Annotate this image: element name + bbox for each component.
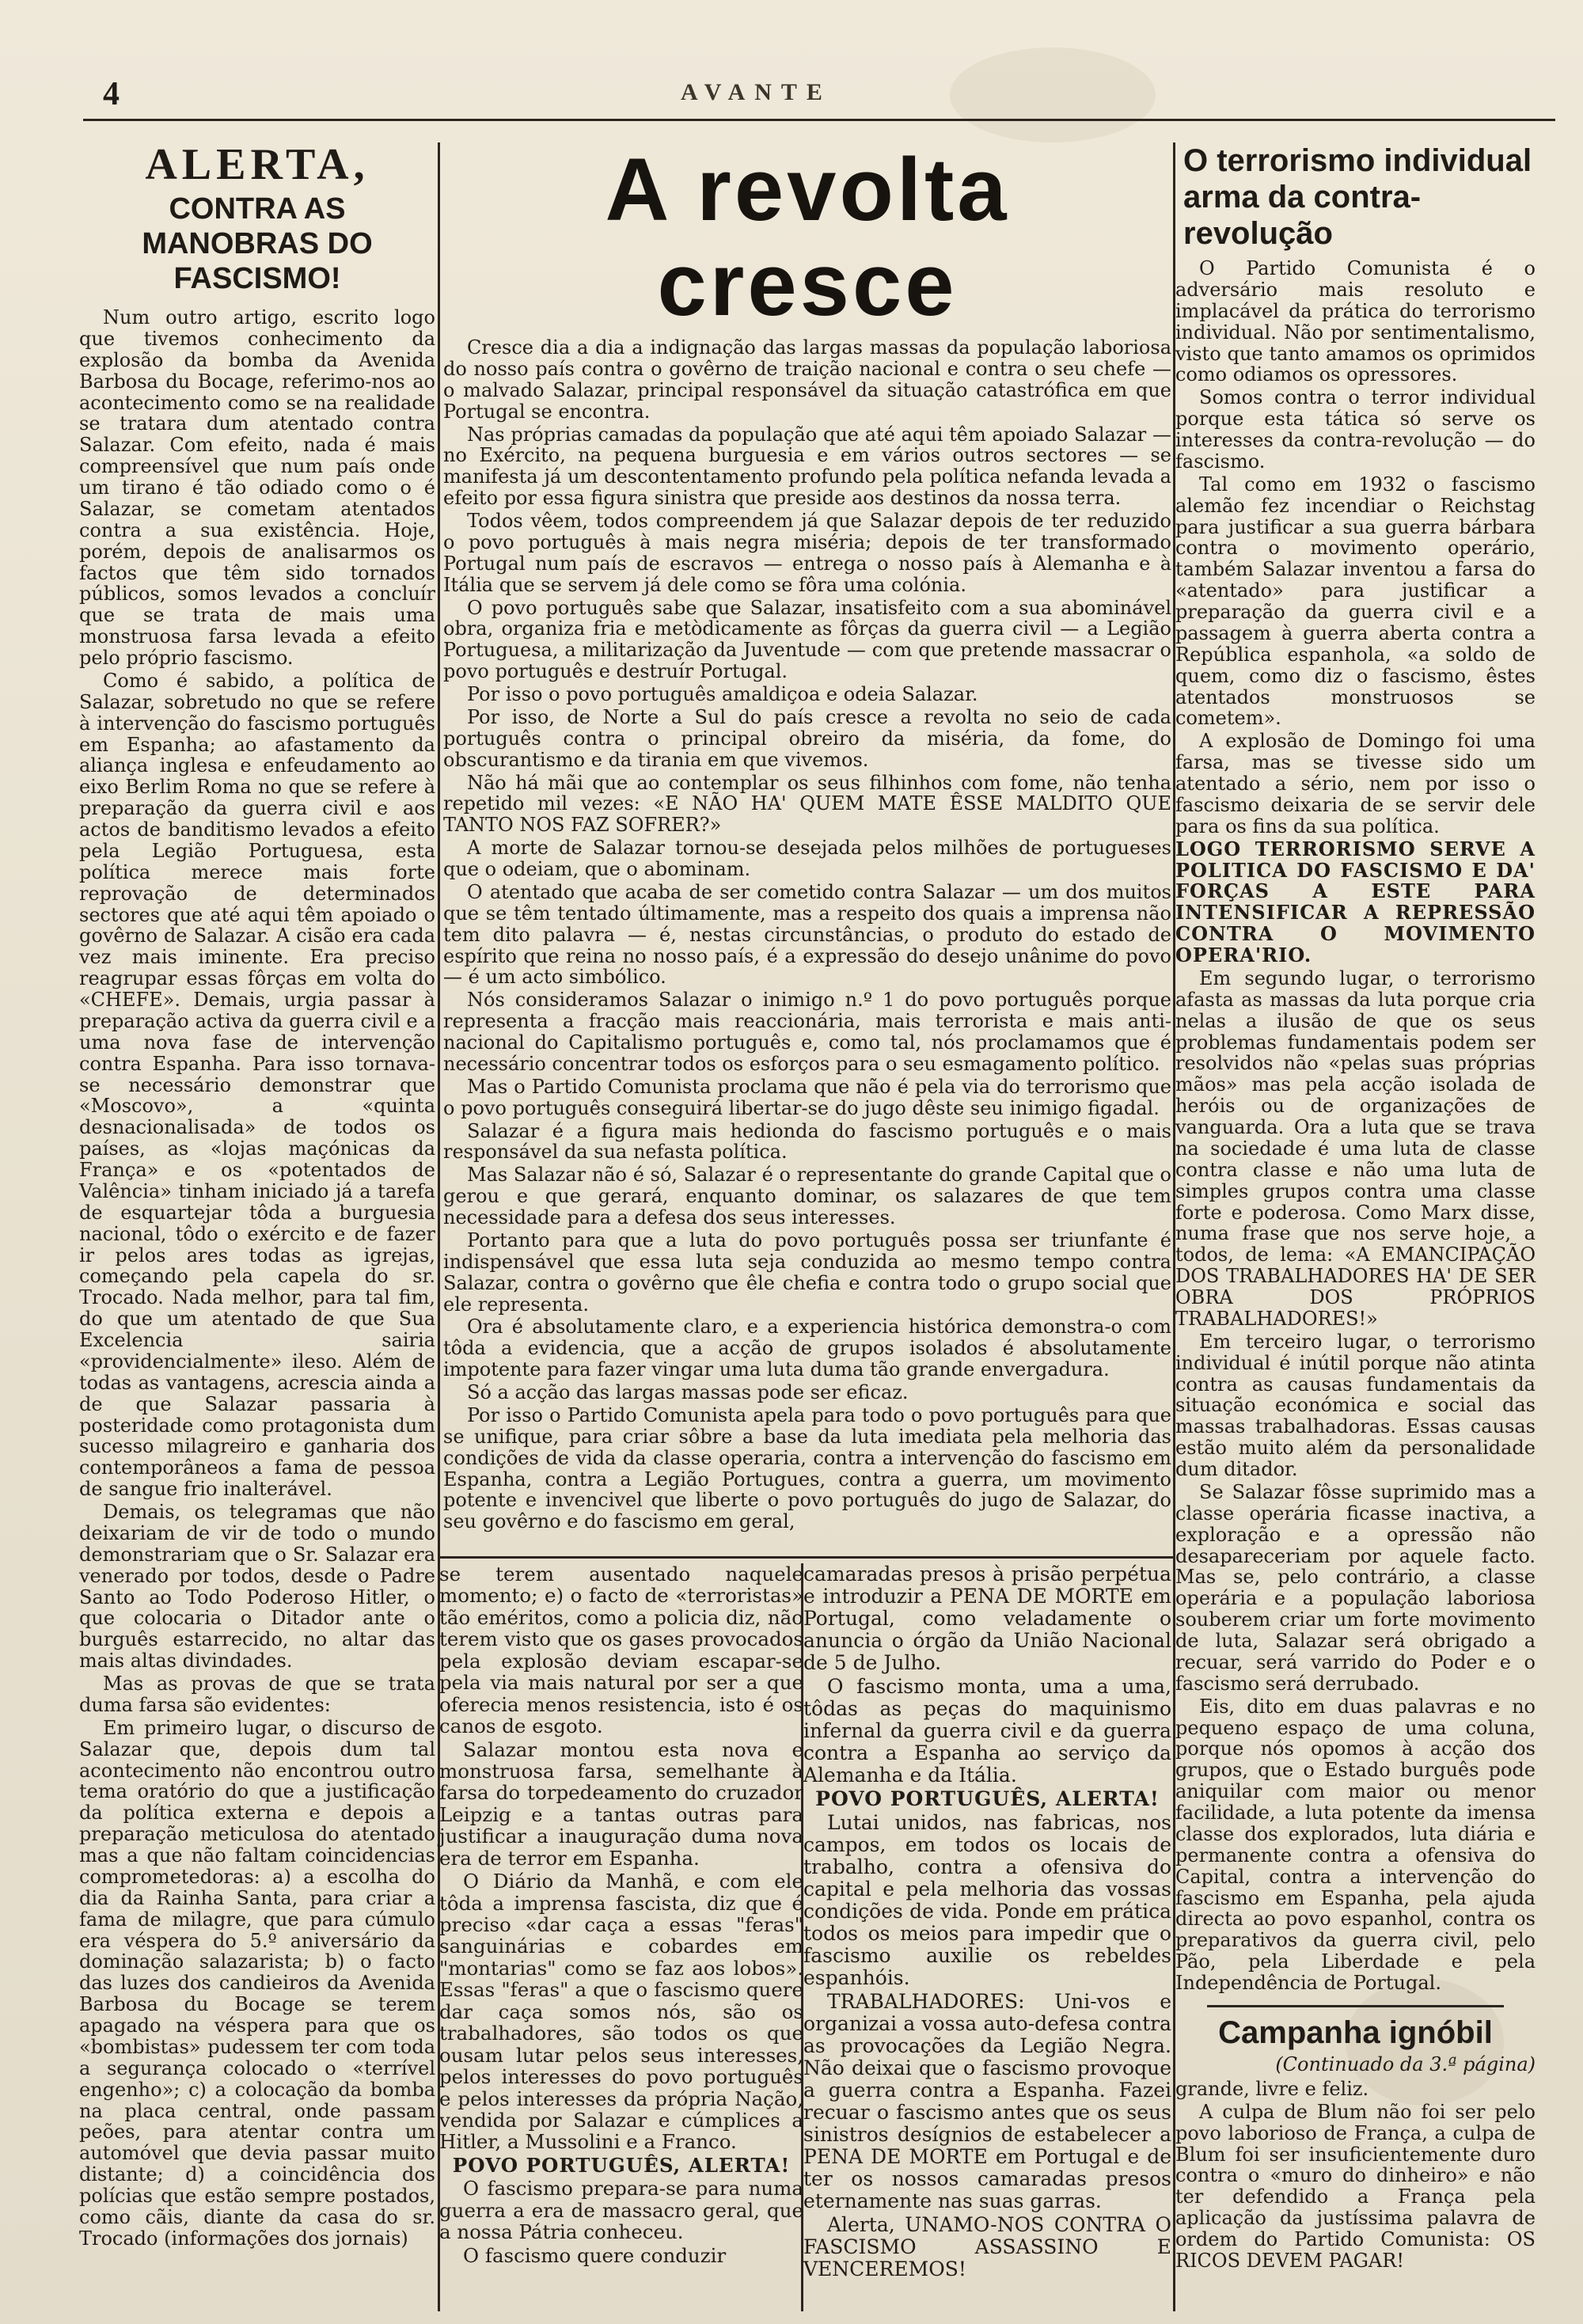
article-paragraph: O atentado que acaba de ser cometido contra Salazar — um dos muitos que se têm tentado últimamente, mas a respeito dos quais a imprensa não tem dito palavra — é, nestas circunstâncias, o produto do estado de espírito que reina no nosso país, é a expressão do desejo unânime do povo — é um acto simbólico. [443, 880, 1171, 989]
masthead: AVANTE [681, 79, 832, 105]
article-paragraph: Em terceiro lugar, o terrorismo individual é inútil porque não atinta contra as causas fundamentais da situação económica e social das massas trabalhadoras. Essas causas estão muito além da personalidade dum ditador. [1175, 1330, 1536, 1480]
article-slogan: POVO PORTUGUÊS, ALERTA! [815, 1787, 1160, 1810]
article-paragraph: Num outro artigo, escrito logo que tivemos conhecimento da explosão da bomba da Avenida Barbosa du Bocage, referimo-nos ao acontecimento como se na realidade se tratara dum atentado contra Salazar. Com efeito, nada é mais compreensível que num país onde um tirano é tão odiado como o é Salazar, se cometam atentados contra a sua existência. Hoje, porém, depois de analisarmos os factos que têm sido tornados públicos, somos levados a concluír que se trata de mais uma monstruosa farsa levada a efeito pelo próprio fascismo. [79, 306, 435, 669]
article-slogan: LOGO TERRORISMO SERVE A POLITICA DO FASCISMO E DA' FORÇAS A ESTE PARA INTENSIFICAR A REPRESSÃO CONTRA O MOVIMENTO OPERA'RIO. [1175, 837, 1536, 966]
article-paragraph: A morte de Salazar tornou-se desejada pelos milhões de portugueses que o odeiam, que o abominam. [443, 837, 1171, 880]
article-paragraph: Salazar montou esta nova e monstruosa farsa, semelhante à farsa do torpedeamento do cruzador Leipzig e a tantas outras para justificar a inauguração duma nova era de terror em Espanha. [439, 1737, 803, 1870]
article-paragraph: A culpa de Blum não foi ser pelo povo laborioso de França, a culpa de Blum foi ser insuficientemente duro contra o «muro do dinheiro» e não ter defendido a França pela aplicação da justíssima palavra de ordem do Partido Comunista: OS RICOS DEVEM PAGAR! [1175, 2100, 1536, 2272]
article-paragraph: Como é sabido, a política de Salazar, sobretudo no que se refere à intervenção do fascismo português em Espanha; ao afastamento da aliança inglesa e enfeudamento ao eixo Berlim Roma no que se refere à preparação da guerra civil e aos actos de banditismo levados a efeito pela Legião Portuguesa, esta política merece mais forte reprovação de determinados sectores que até aqui têm apoiado o govêrno de Salazar. A cisão era cada vez mais iminente. Era preciso reagrupar essas fôrças em volta do «CHEFE». Demais, urgia passar à preparação activa da guerra civil e a uma nova fase de intervenção contra Espanha. Para isso tornava-se necessário demonstrar que «Moscovo», a «quinta desnacionalisada» de todos os países, as «lojas maçónicas da França» e os «potentados de Valência» tinham iniciado já a tarefa de esquartejar tôda a burguesia nacional, tôdo o exército e de fazer ir pelos ares todas as igrejas, começando pela capela do sr. Trocado. Nada melhor, para tal fim, do que um atentado de que Sua Excelencia sairia «providencialmente» ileso. Além de todas as vantagens, acrescia ainda a de que Salazar passaria à posteridade como protagonista dum sucesso milagreiro e ganharia dos contemporâneos a fama de pessoa de sangue frio inalterável. [79, 669, 435, 1501]
article-paragraph: O fascismo prepara-se para numa guerra a era de massacro geral, que a nossa Pátria conheceu. [439, 2177, 803, 2244]
article-paragraph: Por isso o Partido Comunista apela para todo o povo português para que se unifique, para criar sôbre a base da luta imediata pela melhoria das condições de vida da classe operaria, contra a intervenção do fascismo em Espanha, contra a Legião Portugues, contra a guerra, um movimento potente e invencivel que liberte o povo português do jugo de Salazar, do seu govêrno e do fascismo em geral, [443, 1403, 1171, 1533]
article-paragraph: Em segundo lugar, o terrorismo afasta as massas da luta porque cria nelas a ilusão de que os seus problemas fundamentais podem ser resolvidos não «pelas suas próprias mãos» mas pela acção isolada de heróis ou de organizações de vanguarda. Ora a luta que se trava na sociedade é uma luta de classe contra classe e não uma luta de simples grupos contra uma classe forte e poderosa. Como Marx disse, numa frase que nos serve hoje, a todos, de lema: «A EMANCIPAÇÃO DOS TRABALHADORES HA' DE SER OBRA DOS PRÓPRIOS TRABALHADORES!» [1175, 966, 1536, 1330]
article-title: O terrorismo individual arma da contra-revolução [1183, 143, 1532, 251]
article-paragraph: Somos contra o terror individual porque esta tática só serve os interesses da contra-revolução — do fascismo. [1175, 386, 1536, 473]
article-paragraph: O fascismo quere conduzir [463, 2243, 727, 2267]
continued-note: (Continuado da 3.ª página) [1275, 2052, 1536, 2075]
article-paragraph: Ora é absolutamente claro, e a experiencia histórica demonstra-o com tôda a evidencia, que a acção de grupos isolados é absolutamente impotente para fazer vingar uma luta duma tão grande envergadura. [443, 1316, 1171, 1381]
article-paragraph: Se Salazar fôsse suprimido mas a classe operária ficasse inactiva, a exploração e a opressão não desapareceriam por aquele facto. Mas se, pelo contrário, a classe operária e a população laboriosa souberem criar um forte movimento de luta, Salazar será obrigado a recuar, será varrido do Poder e o fascismo será derrubado. [1175, 1480, 1536, 1695]
article-revolta [443, 142, 1171, 1534]
article-alerta [79, 142, 435, 2251]
section-rule [1207, 2005, 1504, 2007]
article-paragraph: grande, livre e feliz. [1175, 2077, 1369, 2100]
article-paragraph: O Partido Comunista é o adversário mais resoluto e implacável da prática do terrorismo individual. Não por sentimentalismo, visto que tanto amamos os oprimidos como odiamos os opressores. [1175, 257, 1536, 386]
article-paragraph: se terem ausentado naquele momento; e) o facto de «terroristas» tão eméritos, como a policia diz, não terem visto que os gases provocados pela explosão deviam escapar-se pela via mais natural por ser a que oferecia menos resistencia, isto é os canos de esgoto. [439, 1563, 803, 1738]
article-paragraph: Tal como em 1932 o fascismo alemão fez incendiar o Reichstag para justificar a sua guerra bárbara contra o movimento operário, também Salazar inventou a farsa do «atentado» para justificar a preparação da guerra civil e a passagem à guerra aberta contra a República espanhola, «a soldo de quem, como diz o fascismo, êstes atentados monstruosos se cometem». [1175, 473, 1536, 730]
article-paragraph: O fascismo monta, uma a uma, tôdas as peças do maquinismo infernal da guerra civil e da guerra contra a Espanha ao serviço da Alemanha e da Itália. [803, 1675, 1171, 1787]
article-paragraph: Mas Salazar não é só, Salazar é o representante do grande Capital que o gerou e que gerará, enquanto dominar, os salazares de que tem necessidade para a defesa dos seus interesses. [443, 1164, 1171, 1228]
article-paragraph: Só a acção das largas massas pode ser eficaz. [467, 1381, 909, 1403]
article-paragraph: Todos vêem, todos compreendem já que Salazar depois de ter reduzido o povo português à mais negra miséria; depois de ter transformado Portugal num país de escravos — entrega o nosso país à Alemanha e à Itália que se servem já dele como se fôra uma colónia. [443, 510, 1171, 596]
article-title: Campanha ignóbil [1218, 2015, 1493, 2050]
top-rule [83, 119, 1555, 121]
article-headline: A revolta cresce [605, 140, 1010, 334]
article-paragraph: A explosão de Domingo foi uma farsa, mas se tivesse sido um atentado a sério, nem por isso o fascismo deixaria de se servir dele para os fins da sua política. [1175, 730, 1536, 837]
article-paragraph: Alerta, UNAMO-NOS CONTRA O FASCISMO ASSASSINO E VENCEREMOS! [803, 2213, 1171, 2280]
article-slogan: POVO PORTUGUÊS, ALERTA! [452, 2153, 791, 2177]
article-paragraph: Mas o Partido Comunista proclama que não é pela via do terrorismo que o povo português conseguirá libertar-se do jugo dêste seu inimigo figadal. [443, 1075, 1171, 1119]
article-paragraph: Lutai unidos, nas fabricas, nos campos, em todos os locais de trabalho, contra a ofensiva do capital e pela melhoria das vossas condições de vida. Ponde em prática todos os meios para impedir que o fascismo auxilie os rebeldes espanhóis. [803, 1811, 1171, 1989]
section-rule [438, 1556, 1174, 1559]
article-subtitle: CONTRA AS MANOBRAS DO FASCISMO! [142, 192, 373, 295]
page-number: 4 [103, 76, 120, 112]
article-paragraph: Portanto para que a luta do povo português possa ser triunfante é indispensável que essa luta seja conduzida ao mesmo tempo contra Salazar, contra o govêrno que êle chefia e contra todo o grupo social que ele representa. [443, 1228, 1171, 1316]
article-title: ALERTA, [145, 140, 370, 189]
article-paragraph: Nós consideramos Salazar o inimigo n.º 1 do povo português porque representa a fracção mais reaccionária, mais terrorista e mais anti-nacional do Capitalismo português e, como tal, nós proclamamos que é necessário concentrar todos os esforços para o seu esmagamento político. [443, 989, 1171, 1075]
article-paragraph: TRABALHADORES: Uni-vos e organizai a vossa auto-defesa contra as provocações da Legião Negra. Não deixai que o fascismo provoque a guerra contra a Espanha. Fazei recuar o fascismo antes que os seus sinistros desígnios de estabelecer a PENA DE MORTE em Portugal e de ter os nossos camaradas presos eternamente nas suas garras. [803, 1990, 1171, 2212]
article-paragraph: Por isso o povo português amaldiçoa e odeia Salazar. [467, 683, 978, 705]
article-paragraph: Salazar é a figura mais hedionda do fascismo português e o mais responsável da sua nefasta política. [443, 1119, 1171, 1164]
article-paragraph: Por isso, de Norte a Sul do país cresce a revolta no seio de cada português contra o principal obreiro da miséria, da fome, do obscurantismo e da tirania em que vivemos. [443, 705, 1171, 771]
article-paragraph: O povo português sabe que Salazar, insatisfeito com a sua abominável obra, organiza fria e metòdicamente as fôrças da guerra civil — a Legião Portuguesa, a militarização da Juventude — com que pretende massacrar o povo português e destruír Portugal. [443, 596, 1171, 683]
article-paragraph: camaradas presos à prisão perpétua e introduzir a PENA DE MORTE em Portugal, como veladamente o anuncia o órgão da União Nacional de 5 de Julho. [803, 1563, 1171, 1674]
continuation-right [803, 1563, 1171, 2282]
article-paragraph: Em primeiro lugar, o discurso de Salazar que, depois dum tal acontecimento não encontrou outro tema oratório do que a justificação da política externa e depois a preparação meticulosa do atentado mas a que não faltam coincidencias comprometedoras: a) a escolha do dia da Rainha Santa, para criar a fama de milagre, que para cúmulo era véspera do 5.º aniversário da dominação salazarista; b) o facto das luzes dos candieiros da Avenida Barbosa du Bocage se terem apagado na véspera para que os «bombistas» pudessem ter com toda a segurança colocado o «terrível engenho»; c) a colocação da bomba na placa central, onde passam peões, para atentar contra um automóvel que devia passar muito distante; d) a coincidência dos polícias que estão sempre postados, como cãis, diante da casa do sr. Trocado (informações dos jornais) [79, 1716, 435, 2250]
article-paragraph: Demais, os telegramas que não deixariam de vir de todo o mundo demonstrariam que o Sr. Salazar era venerado por todos, desde o Padre Santo ao Todo Poderoso Hitler, o que colocaria o Ditador ante o burguês estarrecido, no altar das mais altas divindades. [79, 1501, 435, 1673]
continuation-left [439, 1563, 803, 2268]
article-paragraph: Cresce dia a dia a indignação das largas massas da população laboriosa do nosso país contra o govêrno de traição nacional e contra o seu chefe — o malvado Salazar, principal responsável da situação catastrófica em que Portugal se encontra. [443, 336, 1171, 423]
paper-stain [950, 47, 1156, 142]
article-paragraph: Eis, dito em duas palavras e no pequeno espaço de uma coluna, porque nós opomos à acção dos grupos, que o Estado burguês pode aniquilar com maior ou menor facilidade, a luta potente da imensa classe dos explorados, luta diária e permanente contra a ofensiva do Capital, contra a intervenção do fascismo em Espanha, pela ajuda directa ao povo espanhol, contra os preparativos da guerra civil, pelo Pão, pela Liberdade e pela Independência de Portugal. [1175, 1695, 1536, 1994]
article-paragraph: Mas as provas de que se trata duma farsa são evidentes: [79, 1673, 435, 1716]
article-paragraph: Não há mãi que ao contemplar os seus filhinhos com fome, não tenha repetido mil vezes: «E NÃO HA' QUEM MATE ÊSSE MALDITO QUE TANTO NOS FAZ SOFRER?» [443, 771, 1171, 837]
article-paragraph: Nas próprias camadas da população que até aqui têm apoiado Salazar — no Exército, na pequena burguesia e em vários outros sectores — se manifesta já um descontentamento profundo pela política nefanda levada a efeito por essa figura sinistra que preside aos destinos da nossa terra. [443, 423, 1171, 510]
article-terrorismo [1175, 142, 1536, 2273]
article-paragraph: O Diário da Manhã, e com ele tôda a imprensa fascista, diz que é preciso «dar caça a essas "feras" sanguinárias e cobardes em "montarias" como se faz aos lobos». Essas "feras" a que o fascismo quere dar caça somos nós, são os trabalhadores, são todos os que ousam lutar pelos seus interesses, pelos interesses do povo português e pelos interesses da própria Nação, vendida por Salazar e cúmplices a Hitler, a Mussolini e a Franco. [439, 1870, 803, 2154]
